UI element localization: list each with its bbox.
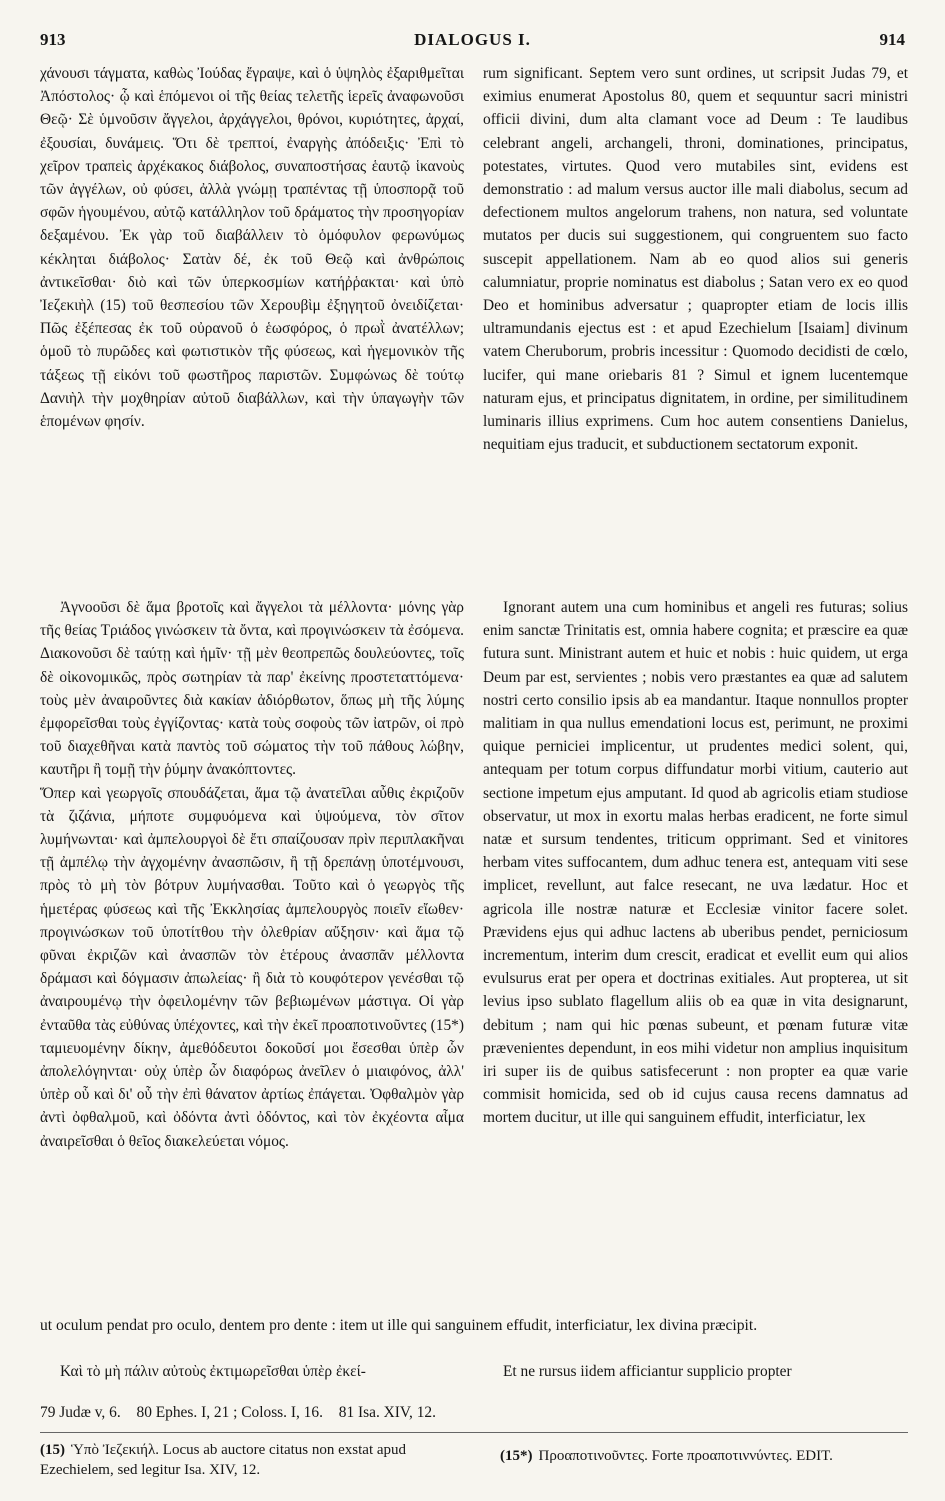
full-width-latin-line: ut oculum pendat pro oculo, dentem pro dente : item ut ille qui sanguinem effudit, interficiatur, lex divina præcipit. (40, 1317, 758, 1334)
footnote-left (40, 1440, 470, 1480)
footnote-divider (40, 1432, 908, 1433)
greek-paragraph: Ἀγνοοῦσι δὲ ἅμα βροτοῖς καὶ ἄγγελοι τὰ μέλλοντα· μόνης γὰρ τῆς θείας Τριάδος γινώσκειν τὰ ὄντα, καὶ προγινώσκειν τὰ ἐσόμενα. Διακονοῦσι δὲ ταύτῃ καὶ ἡμῖν· τῇ μὲν θεοπρεπῶς δουλεύοντες, τοῖς δὲ οἰκονομικῶς, πρὸς σωτηρίαν τὰ παρ' ἐκείνης προστεταττόμενα· τοὺς μὲν ἀναιροῦντες διὰ κακίαν ἀδιόρθωτον, ὅπως μὴ τῆς λύμης ἐμφορεῖσθαι τοὺς ἐγγίζοντας· κατὰ τοὺς σοφοὺς τῶν ἰατρῶν, οἱ πρὸ τοῦ διαχεθῆναι κατὰ παντὸς τοῦ σώματος τὴν τοῦ πάθους λώβην, καυτῆρι ἢ τομῇ τὴν ῥύμην ἀνακόπτοντες. (40, 599, 464, 779)
page-number-left: 913 (40, 30, 66, 49)
latin-column-block-1: rum significant. Septem vero sunt ordines, ut scripsit Judas 79, et eximius enumerat Apostolus 80, quem et sequuntur sacri ministri officii divini, dum alta clamant voce ad Deum : Te laudibus celebrant angeli, archangeli, throni, dominationes, principatus, potestates, virtutes. Quod vero mutabiles sint, evidens est demonstratio : ad malum versus auctor ille mali diabolus, secum ad defectionem multos angelorum trahens, non natura, sed voluntate mutatos per ducis sui suggestionem, qui congruentem suo facto suscepit appellationem. Nam ab eo quod alios sui generis calumniatur, proprie nominatus est diabolus ; Satan vero ex eo quod Deo et hominibus adversatur ; quapropter etiam de locis illis ultramundanis ejectus est : et apud Ezechielum [Isaiam] divinum vatem Cheruborum, probris incessitur : Quomodo decidisti de cœlo, lucifer, qui mane oriebaris 81 ? Simul et ignem lucentemque naturam ejus, et principatus dignitatem, in ordine, per similitudinem luminaris illius exprimens. Cum hoc autem consentiens Danielus, nequitiam ejus traducit, et subductionem sectatorum exponit. (483, 65, 908, 454)
running-header (40, 30, 905, 52)
greek-column-block-3: Καὶ τὸ μὴ πάλιν αὐτοὺς ἐκτιμωρεῖσθαι ὑπὲρ ἐκεί- (60, 1363, 366, 1380)
latin-paragraph: Ignorant autem una cum hominibus et angeli res futuras; solius enim sanctæ Trinitatis est, omnia habere cognita; et præscire ea quæ futura sunt. Ministrant autem et huic et nobis : huic quidem, ut erga Deum par est, servientes ; nobis vero præstantes ea quæ ad salutem nostri certo consilio ipsis ab ea mandantur. Itaque nonnullos propter malitiam in qua nullus emendationi locus est, perimunt, ne proximi quique perniciei implicentur, ut prudentes medici solent, qui, antequam per totum corpus diffundatur morbi vitium, cauterio aut sectione impetum ejus amputant. Id quod ab agricolis etiam studiose observatur, ut mox in exortu malas herbas eradicent, ne forte simul natæ et sursum tendentes, triticum opprimant. Sed et vinitores herbam vites suffocantem, dum adhuc tenera est, antequam viti sese implicet, revellunt, aut falce resecant, ne uva lædatur. Hoc et agricola ille nostræ naturæ et Ecclesiæ vinitor facere solet. Prævidens ejus qui adhuc lactens ab uberibus pendet, perniciosum incrementum, interim dum crescit, eradicat et evellit eum qui alios evulsurus erat per opera et doctrinas exitiales. Aut propterea, ut sit levius ipso sublato flagellum aliis ob ea quæ in vita designarunt, debitum ; nam qui hic pœnas subeunt, et pœnam futuræ vitæ prævenientes dependunt, in eos mihi videtur non amplius inquisitum iri super iis de quibus satisfecerunt : non propter ea quæ varie commisit homicida, sed ob id cujus causa recens damnatus ad mortem ducitur, ut ille qui sanguinem effudit, interficiatur, lex (483, 599, 908, 1127)
footnote-tag: (15) (40, 1442, 65, 1458)
footnote-text: Προαποτινοῦντες. Forte προαποτιννύντες. EDIT. (538, 1448, 833, 1464)
footnote-ref: 79 Judæ v, 6. (40, 1404, 121, 1421)
greek-column-block-2 (40, 596, 464, 1153)
footnote-ref: 80 Ephes. I, 21 ; Coloss. I, 16. (136, 1404, 323, 1421)
running-title: DIALOGUS I. (414, 30, 531, 49)
greek-column-block-1: χάνουσι τάγματα, καθὼς Ἰούδας ἔγραψε, καὶ ὁ ὑψηλὸς ἐξαριθμεῖται Ἀπόστολος· ᾧ καὶ ἑπόμενοι οἱ τῆς θείας τελετῆς ἱερεῖς ἀναφωνοῦσι Θεῷ· Σὲ ὑμνοῦσιν ἄγγελοι, ἀρχάγγελοι, θρόνοι, κυριότητες, ἀρχαί, ἐξουσίαι, δυνάμεις. Ὅτι δὲ τρεπτοί, ἐναργὴς ἀπόδειξις· Ἐπὶ τὸ χεῖρον τραπεὶς ἀρχέκακος διάβολος, συναποστήσας ἑαυτῷ ἱκανοὺς τῶν ἀγγέλων, οὐ φύσει, ἀλλὰ γνώμῃ τραπέντας τῇ ὑποσπορᾷ τοῦ σφῶν ἡγουμένου, αὐτῷ κατάλληλον τοῦ δράματος τὴν προσηγορίαν δεξαμένου. Ἐκ γὰρ τοῦ διαβάλλειν τὸ ὁμόφυλον φερωνύμως κέκληται διάβολος· Σατὰν δέ, ἐκ τοῦ Θεῷ καὶ ἀνθρώποις ἀντικεῖσθαι· διὸ καὶ τῶν ὑπερκοσμίων κατήῤῥακται· καὶ ὑπὸ Ἰεζεκιὴλ (15) τοῦ θεσπεσίου τῶν Χερουβὶμ ἐξηγητοῦ ὀνειδίζεται· Πῶς ἐξέπεσας ἐκ τοῦ οὐρανοῦ ὁ ἑωσφόρος, ὁ πρωῒ ἀνατέλλων; ὁμοῦ τὸ πυρῶδες καὶ φωτιστικὸν τῆς φύσεως, καὶ ἡγεμονικὸν τῆς τάξεως τῇ εἰκόνι τοῦ φωστῆρος παριστῶν. Συμφώνως δὲ τούτῳ Δανιὴλ τὴν μοχθηρίαν αὐτοῦ διαβάλλων, καὶ τὴν ὑπαγωγὴν τῶν ἑπομένων φησίν. (40, 65, 464, 431)
page-number-right: 914 (879, 30, 905, 49)
latin-column-block-3: Et ne rursus iidem afficiantur supplicio propter (503, 1363, 792, 1380)
latin-column-block-2 (483, 596, 908, 1130)
footnote-references (40, 1402, 908, 1424)
footnote-right (500, 1446, 910, 1466)
footnote-tag: (15*) (500, 1448, 533, 1464)
footnote-ref: 81 Isa. XIV, 12. (338, 1404, 436, 1421)
greek-paragraph: Ὅπερ καὶ γεωργοῖς σπουδάζεται, ἅμα τῷ ἀνατεῖλαι αὖθις ἐκριζοῦν τὰ ζιζάνια, μήποτε συμφυόμενα καὶ ὑψούμενα, τὸν σῖτον λυμήνωνται· καὶ ἀμπελουργοὶ δὲ ἔτι σπαίζουσαν πρὶν περιπλακῆναι τῇ ἀμπέλῳ τὴν ἀγχομένην ἀνασπῶσιν, ἢ τῇ δρεπάνῃ ὑποτέμνουσι, πρὸς τὸ μὴ τὸν βότρυν λυμήνασθαι. Τοῦτο καὶ ὁ γεωργὸς τῆς ἡμετέρας φύσεως καὶ τῆς Ἐκκλησίας ἀμπελουργὸς ποιεῖν εἴωθεν· προγινώσκων τοῦ ὑποτίτθου τὴν ὀλεθρίαν αὔξησιν· καὶ ἅμα τῷ φῦναι ἐκριζῶν καὶ ἀνασπῶν τὸν ἑτέρους ἀνασπᾶν μέλλοντα δράμασι καὶ δόγμασιν ἀπωλείας· ἢ διὰ τὸ κουφότερον γενέσθαι τῷ ἀναιρουμένῳ τὴν ὀφειλομένην τῶν βεβιωμένων μάστιγα. Οἱ γὰρ ἐνταῦθα τὰς εὐθύνας ὑπέχοντες, καὶ τὴν ἐκεῖ προαποτινοῦντες (15*) ταμιευομένην δίκην, ἀμεθόδευτοι δοκοῦσί μοι ἔσεσθαι ὑπὲρ ὧν ἀπολελόγηνται· οὐχ ὑπὲρ ὧν διαφόρως ἀνεῖλεν ὁ μιαιφόνος, ἀλλ' ὑπὲρ οὗ καὶ δι' οὗ τὴν ἐπὶ θάνατον ἀρτίως ἐπάγεται. Ὀφθαλμὸν γὰρ ἀντὶ ὀφθαλμοῦ, καὶ ὀδόντα ἀντὶ ὀδόντος, καὶ τὸν ἐκχέοντα αἷμα ἀναιρεῖσθαι ὁ θεῖος διακελεύεται νόμος. (40, 784, 464, 1150)
footnote-text: Ὑπὸ Ἰεζεκιήλ. Locus ab auctore citatus non exstat apud Ezechielem, sed legitur Isa. XIV, 12. (40, 1442, 407, 1478)
